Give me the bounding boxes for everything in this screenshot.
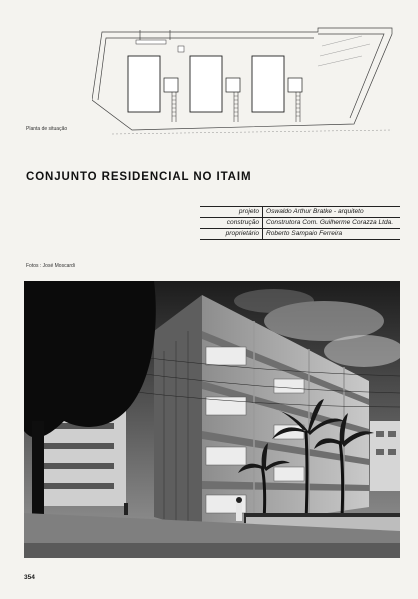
credit-name: Oswaldo Arthur Bratke - arquiteto: [266, 208, 364, 215]
credit-role: construção: [200, 218, 263, 229]
site-plan-drawing: [92, 26, 404, 138]
credit-row: [200, 207, 400, 218]
building-photo: [24, 281, 400, 558]
photo-credit: Fotos : José Moscardi: [26, 263, 75, 269]
credits-table: [200, 206, 400, 240]
page-title: CONJUNTO RESIDENCIAL NO ITAIM: [26, 171, 252, 183]
credit-name: Roberto Sampaio Ferreira: [266, 230, 343, 237]
site-plan-caption: Planta de situação: [26, 126, 68, 132]
credit-role: proprietário: [200, 229, 263, 240]
credit-row: [200, 229, 400, 240]
site-plan-building: [128, 56, 160, 112]
site-plan-building: [190, 56, 222, 112]
credit-name: Construtora Com. Guilherme Corazza Ltda.: [266, 219, 394, 226]
site-plan-building: [252, 56, 284, 112]
credit-role: projeto: [200, 207, 263, 218]
credit-row: [200, 218, 400, 229]
page-number: 354: [24, 574, 35, 581]
